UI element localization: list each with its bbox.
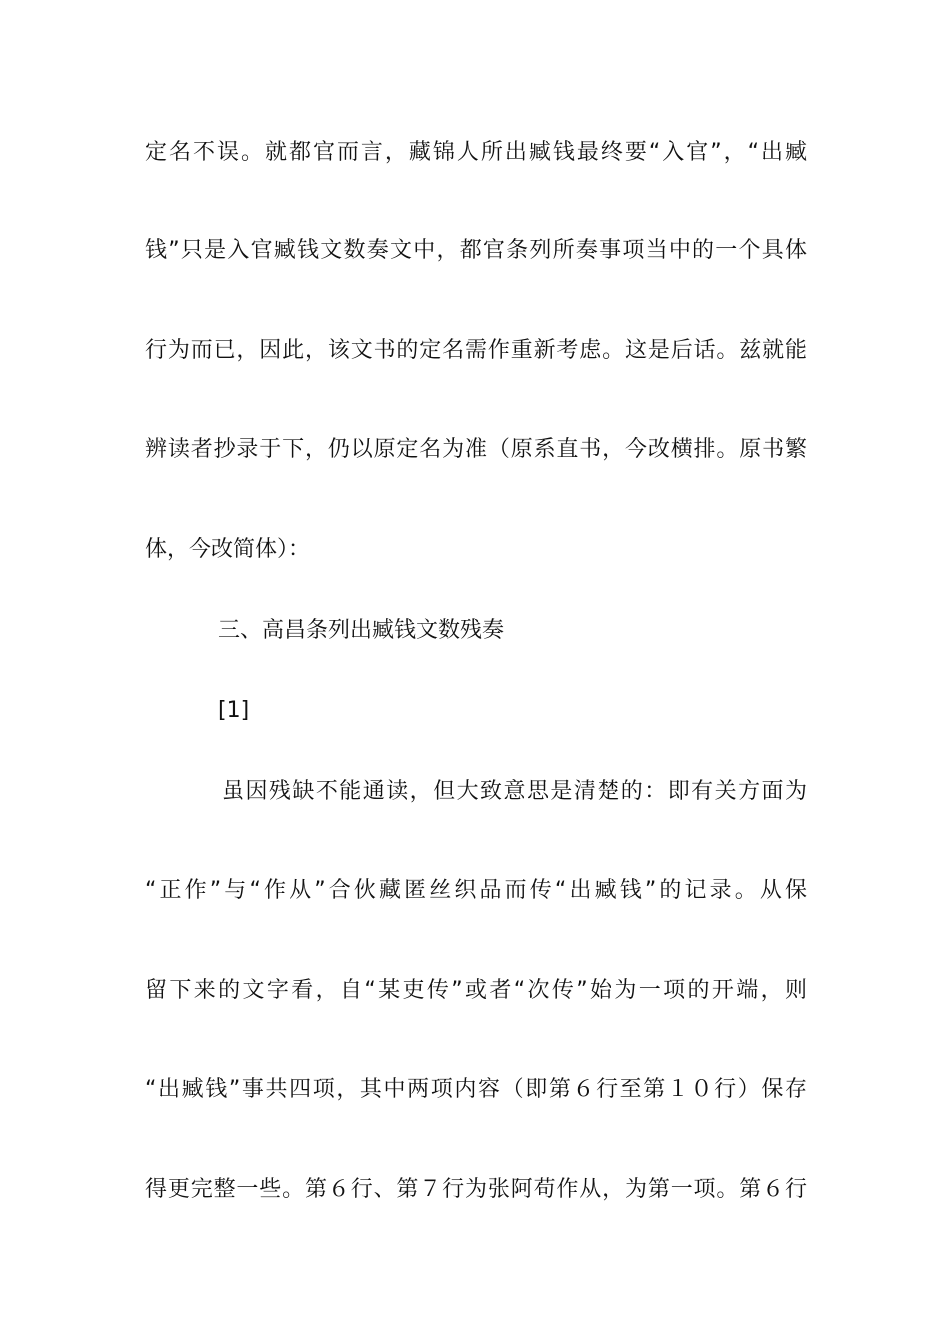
paragraph-line: 行为而已，因此，该文书的定名需作重新考虑。这是后话。兹就能	[145, 338, 807, 363]
paragraph-line: 体，今改简体）：	[145, 537, 311, 562]
paragraph-line: 留下来的文字看，自“某吏传”或者“次传”始为一项的开端，则	[145, 978, 807, 1003]
paragraph-line: 钱”只是入官臧钱文数奏文中，都官条列所奏事项当中的一个具体	[145, 238, 807, 263]
footnote-marker: [1]	[218, 698, 250, 723]
paragraph-line: 虽因残缺不能通读，但大致意思是清楚的：即有关方面为	[222, 779, 807, 804]
paragraph-line: “出臧钱”事共四项，其中两项内容（即第６行至第１０行）保存	[145, 1077, 807, 1102]
paragraph-line: 得更完整一些。第６行、第７行为张阿苟作从，为第一项。第６行	[145, 1177, 807, 1202]
section-title: 三、高昌条列出臧钱文数残奏	[218, 618, 505, 643]
paragraph-line: 定名不误。就都官而言，藏锦人所出臧钱最终要“入官”，“出臧	[145, 140, 807, 165]
paragraph-line: 辨读者抄录于下，仍以原定名为准（原系直书，今改横排。原书繁	[145, 437, 807, 462]
paragraph-line: “正作”与“作从”合伙藏匿丝织品而传“出臧钱”的记录。从保	[145, 878, 807, 903]
